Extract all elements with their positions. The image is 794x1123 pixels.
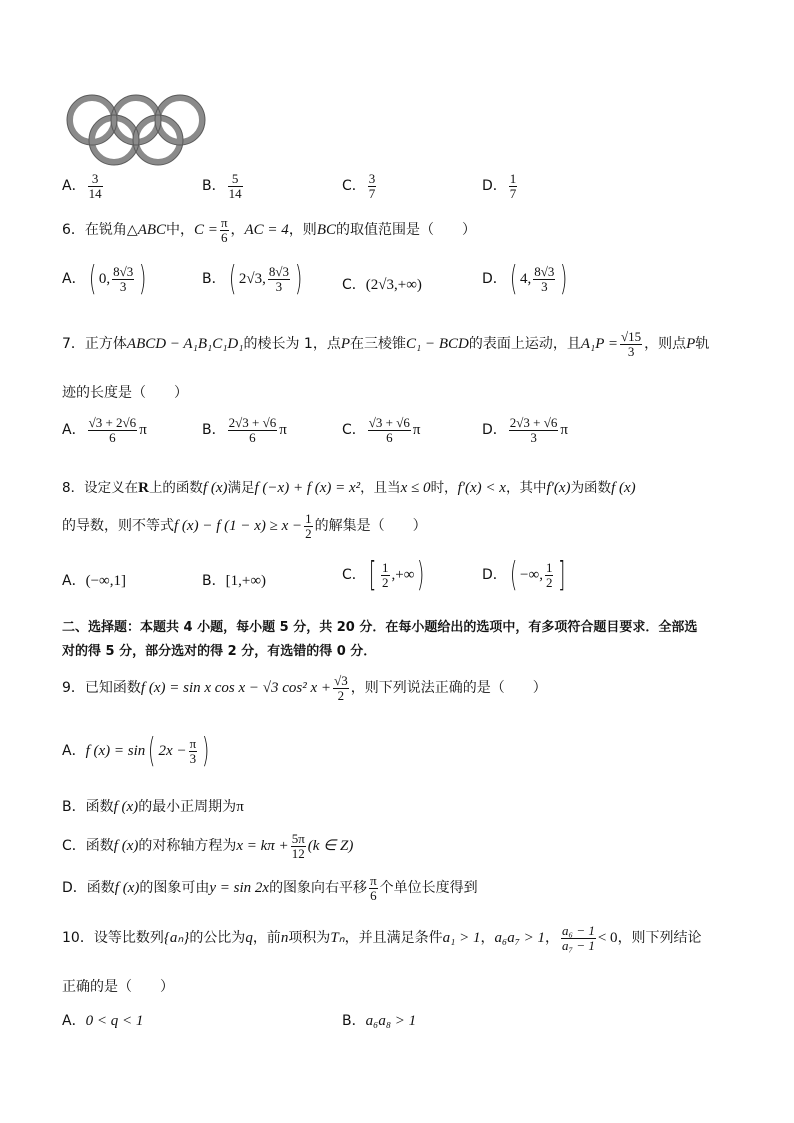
q7-option-c[interactable]: C． $\frac{√3 + √6}{6}$ π	[342, 415, 421, 445]
q10-stem-line1: 10．设等比数列{aₙ}的公比为q，前n项积为Tₙ，并且满足条件a₁ > 1，a₆a₇ > 1， $\frac{\text{a₆ − 1}}{\text{a₇ − 1}}$ < 0，则下列结论	[62, 923, 702, 953]
q6-option-c[interactable]: C．(2√3,+∞)	[342, 277, 422, 293]
q7-option-a[interactable]: A． $\frac{√3 + 2√6}{6}$ π	[62, 415, 147, 445]
q6-option-d[interactable]: D．( 4, $\frac{8√3}{3}$ )	[482, 259, 568, 299]
q6-option-a[interactable]: A．( 0, $\frac{8√3}{3}$ )	[62, 259, 147, 299]
q9-option-a[interactable]: A．f (x) = sin( 2x − $\frac{\pi}{3}$ )	[62, 731, 210, 771]
q9-option-d[interactable]: D．函数f (x)的图象可由y = sin 2x的图象向右平移 $\frac{\pi}{6}$ 个单位长度得到	[62, 873, 478, 903]
q8-option-a[interactable]: A．(−∞,1]	[62, 573, 126, 589]
q6-stem: 6．在锐角△ABC中，C = $\frac{\pi}{6}$ ，AC = 4，则BC的取值范围是（ ）	[62, 215, 476, 245]
q8-option-d[interactable]: D．( −∞, $\frac{1}{2}$ ]	[482, 555, 566, 595]
q8-option-b[interactable]: B．[1,+∞)	[202, 573, 267, 589]
q10-stem-line2: 正确的是（ ）	[62, 979, 174, 995]
q7-stem-line2: 迹的长度是（ ）	[62, 385, 188, 401]
q8-stem-line1: 8．设定义在R上的函数f (x)满足f (−x) + f (x) = x²，且当x ≤ 0时，f′(x) < x，其中f′(x)为函数f (x)	[62, 480, 636, 496]
q9-option-c[interactable]: C．函数f (x)的对称轴方程为x = kπ + $\frac{5\pi}{12}$ (k ∈ Z)	[62, 831, 354, 861]
q9-option-b[interactable]: B．函数f (x)的最小正周期为π	[62, 799, 244, 815]
q5-option-b[interactable]: B． $\frac{5}{14}$	[202, 171, 242, 201]
q10-option-b[interactable]: B．a₆a₈ > 1	[342, 1013, 417, 1029]
olympic-rings-figure	[62, 90, 212, 170]
q5-option-d[interactable]: D． $\frac{1}{7}$	[482, 171, 517, 201]
section2-heading-line2: 对的得 5 分，部分选对的得 2 分，有选错的得 0 分．	[62, 644, 377, 659]
q5-option-c[interactable]: C． $\frac{3}{7}$	[342, 171, 376, 201]
q10-option-a[interactable]: A．0 < q < 1	[62, 1013, 144, 1029]
q7-option-b[interactable]: B． $\frac{2√3 + √6}{6}$ π	[202, 415, 287, 445]
section2-heading-line1: 二、选择题：本题共 4 小题，每小题 5 分，共 20 分．在每小题给出的选项中，有多项符合题目要求．全部选	[62, 620, 698, 635]
q8-option-c[interactable]: C．[ $\frac{1}{2}$ ,+∞)	[342, 555, 425, 595]
q5-option-a[interactable]: A． $\frac{3}{14}$	[62, 171, 102, 201]
q7-stem-line1: 7．正方体ABCD − A₁B₁C₁D₁的棱长为 1，点P在三棱锥C₁ − BCD的表面上运动，且A₁P = $\frac{√15}{3}$ ，则点P轨	[62, 329, 710, 359]
q6-option-b[interactable]: B．( 2√3, $\frac{8√3}{3}$ )	[202, 259, 303, 299]
q7-option-d[interactable]: D． $\frac{2√3 + √6}{3}$ π	[482, 415, 568, 445]
q9-stem: 9．已知函数f (x) = sin x cos x − √3 cos² x + $\frac{√3}{2}$ ，则下列说法正确的是（ ）	[62, 673, 547, 703]
q8-stem-line2: 的导数，则不等式f (x) − f (1 − x) ≥ x − $\frac{1}{2}$ 的解集是（ ）	[62, 511, 427, 541]
